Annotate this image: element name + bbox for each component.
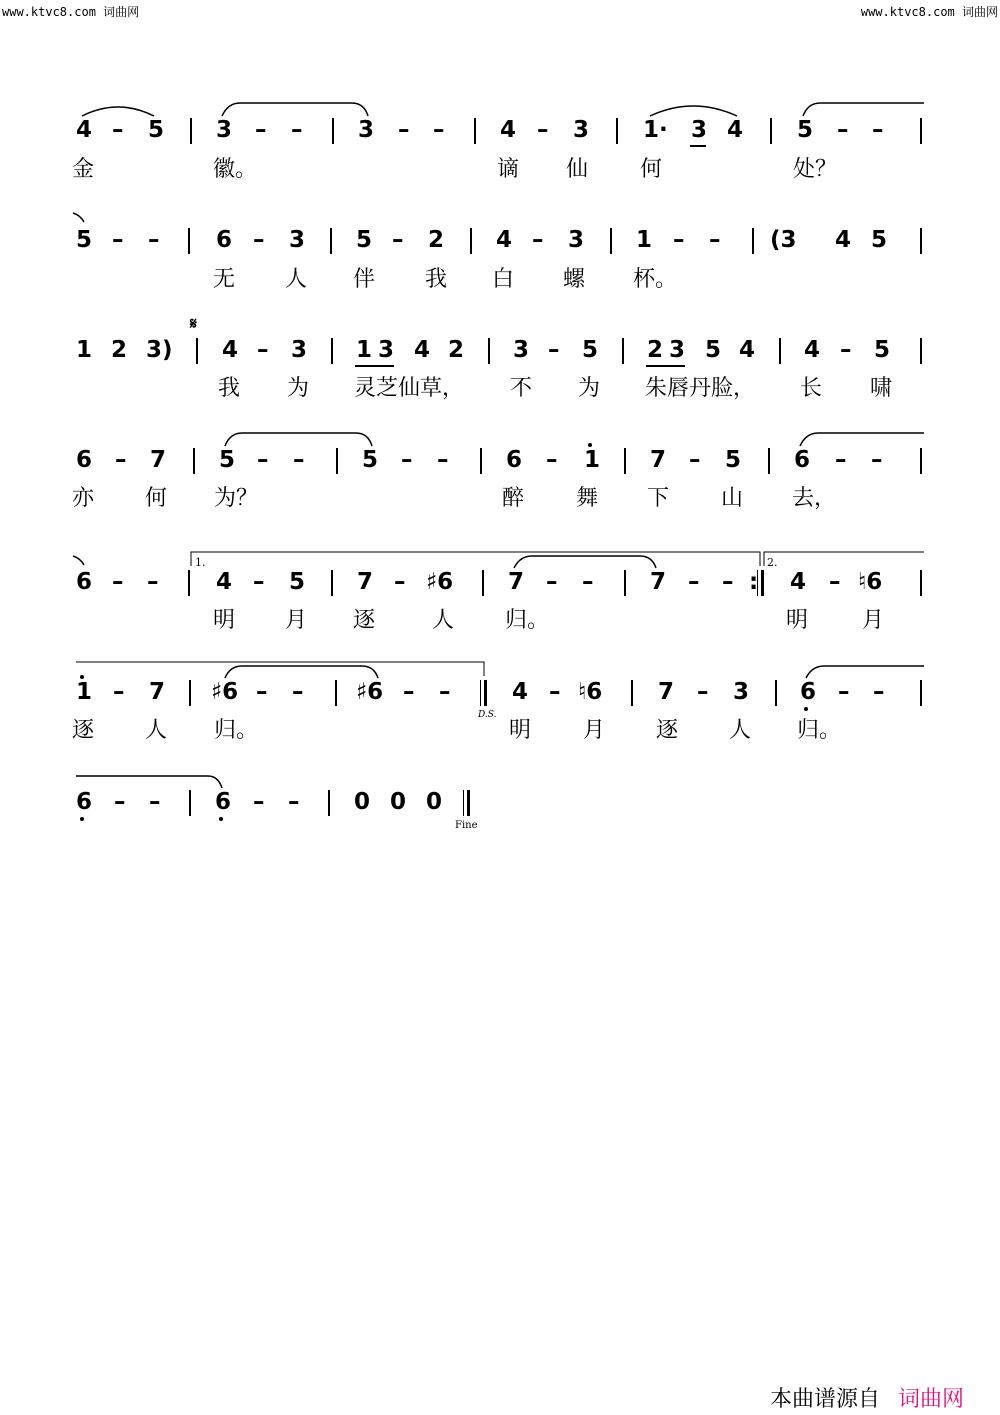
barline: [920, 118, 922, 144]
note: 7: [508, 569, 525, 595]
lyric: 月: [583, 718, 606, 743]
note: 6: [76, 569, 93, 595]
note: 7: [150, 447, 167, 473]
dal-segno-mark: D.S.: [478, 710, 497, 720]
barline: [920, 448, 922, 474]
lyric: 不: [510, 376, 533, 401]
note: 2: [448, 337, 465, 363]
dash: –: [829, 569, 841, 595]
barline: [622, 338, 624, 364]
dash: –: [433, 117, 445, 143]
barline: [330, 228, 332, 254]
note-low: 6: [215, 789, 232, 815]
dash: –: [688, 569, 700, 595]
note-high: 1: [584, 447, 601, 473]
lyric: 伴: [353, 267, 376, 292]
repeat-dots: :: [749, 569, 759, 595]
dash: –: [709, 227, 721, 253]
dash: –: [838, 679, 850, 705]
dash: –: [112, 227, 124, 253]
dash: –: [873, 679, 885, 705]
note: 6: [216, 227, 233, 253]
lyric: 螺: [563, 267, 586, 292]
lyric: 朱唇丹脸，: [645, 376, 756, 401]
dash: –: [722, 569, 734, 595]
barline: [474, 118, 476, 144]
dash: –: [871, 447, 883, 473]
note-sharp: ♯6: [356, 679, 384, 705]
note: 4: [76, 117, 93, 143]
barline: [775, 680, 777, 706]
dash: –: [532, 227, 544, 253]
barline: [624, 448, 626, 474]
note: 5: [289, 569, 306, 595]
note: 6: [794, 447, 811, 473]
dash: –: [872, 117, 884, 143]
lyric: 亦: [72, 486, 95, 511]
note: 3: [733, 679, 750, 705]
dash: –: [401, 447, 413, 473]
note: 4: [739, 337, 756, 363]
lyric: 下: [647, 486, 670, 511]
dash: –: [293, 447, 305, 473]
underline: [646, 365, 685, 367]
volta-2-label: 2.: [767, 556, 778, 569]
rest: 0: [354, 789, 371, 815]
note-dotted: 1·: [643, 117, 668, 143]
note: 4: [512, 679, 529, 705]
dash: –: [149, 789, 161, 815]
dash: –: [257, 447, 269, 473]
dash: –: [257, 337, 269, 363]
note: 1: [636, 227, 653, 253]
lyric: 人: [729, 718, 752, 743]
lyric: 灵芝仙草，: [354, 376, 465, 401]
note: 5: [705, 337, 722, 363]
lyric: 我: [425, 267, 448, 292]
note: 3: [573, 117, 590, 143]
barline: [779, 338, 781, 364]
barline: [190, 118, 192, 144]
lyric: 去，: [792, 486, 837, 511]
dash: –: [437, 447, 449, 473]
dash: –: [113, 679, 125, 705]
note: 3: [378, 337, 395, 363]
dash: –: [253, 227, 265, 253]
dash: –: [689, 447, 701, 473]
note: 5: [725, 447, 742, 473]
note: 4: [496, 227, 513, 253]
lyric: 杯。: [633, 267, 678, 292]
note: 2: [111, 337, 128, 363]
lyric: 为: [287, 376, 310, 401]
dash: –: [112, 569, 124, 595]
barline: [482, 570, 484, 596]
lyric: 为: [578, 376, 601, 401]
octave-dot-low: [219, 817, 223, 821]
dash: –: [549, 679, 561, 705]
note: 7: [357, 569, 374, 595]
note: 7: [650, 569, 667, 595]
note: 3: [291, 337, 308, 363]
barline: [189, 790, 191, 816]
dash: –: [147, 569, 159, 595]
note: 5: [219, 447, 236, 473]
lyric: 白: [492, 267, 515, 292]
dash: –: [439, 679, 451, 705]
note: 3: [289, 227, 306, 253]
dash: –: [403, 679, 415, 705]
lyric: 我: [218, 376, 241, 401]
barline: [188, 570, 190, 596]
barline: [610, 228, 612, 254]
header-left-watermark: www.ktvc8.com 词曲网: [2, 5, 140, 19]
dash: –: [112, 117, 124, 143]
octave-dot-low: [80, 817, 84, 821]
note-sharp: ♯6: [211, 679, 239, 705]
lyric: 归。: [214, 718, 259, 743]
barline: [920, 680, 922, 706]
dash: –: [546, 447, 558, 473]
note: 4: [804, 337, 821, 363]
note-low: 6: [76, 789, 93, 815]
final-barline: [463, 790, 470, 816]
lyric: 谪: [497, 157, 520, 182]
repeat-end-barline: [757, 570, 764, 596]
rest: 0: [426, 789, 443, 815]
lyric: 月: [285, 608, 308, 633]
dash: –: [255, 117, 267, 143]
barline: [332, 118, 334, 144]
note: 6: [506, 447, 523, 473]
dash: –: [673, 227, 685, 253]
barline: [470, 228, 472, 254]
octave-dot-low: [804, 707, 808, 711]
lyric: 长: [800, 376, 823, 401]
note: 4: [414, 337, 431, 363]
dash: –: [392, 227, 404, 253]
barline: [752, 228, 754, 254]
note: 4: [500, 117, 517, 143]
barline: [920, 338, 922, 364]
barline: [188, 228, 190, 254]
lyric: 舞: [576, 486, 599, 511]
lyric: 处？: [793, 157, 838, 182]
underline: [355, 365, 394, 367]
dash: –: [148, 227, 160, 253]
note: 4: [727, 117, 744, 143]
note-natural: ♮6: [578, 679, 603, 705]
lyric: 明: [786, 608, 809, 633]
barline: [770, 118, 772, 144]
note: 2: [428, 227, 445, 253]
note: 6: [76, 447, 93, 473]
note: 4: [835, 227, 852, 253]
note: 7: [149, 679, 166, 705]
dash: –: [114, 789, 126, 815]
note: 3: [669, 337, 686, 363]
barline: [331, 570, 333, 596]
lyric: 明: [213, 608, 236, 633]
lyric: 逐: [656, 718, 679, 743]
barline: [488, 338, 490, 364]
lyric: 无: [213, 267, 236, 292]
dash: –: [256, 679, 268, 705]
note: 5: [356, 227, 373, 253]
barline: [335, 680, 337, 706]
note: 7: [650, 447, 667, 473]
barline: [193, 448, 195, 474]
lyric: 啸: [870, 376, 893, 401]
dash: –: [835, 447, 847, 473]
lyric: 人: [432, 608, 455, 633]
lyric: 人: [145, 718, 168, 743]
note-sharp: ♯6: [426, 569, 454, 595]
lyric: 人: [285, 267, 308, 292]
footer-label: 本曲谱源自: [770, 1387, 881, 1412]
lyric: 明: [509, 718, 532, 743]
note: 3): [146, 337, 173, 363]
note: 3: [513, 337, 530, 363]
dash: –: [253, 569, 265, 595]
note-natural: ♮6: [858, 569, 883, 595]
lyric: 山: [721, 486, 744, 511]
dash: –: [697, 679, 709, 705]
barline: [196, 338, 198, 364]
barline: [920, 570, 922, 596]
lyric: 月: [862, 608, 885, 633]
header-right-watermark: www.ktvc8.com 词曲网: [860, 5, 998, 19]
note: (3: [770, 227, 797, 253]
barline: [631, 680, 633, 706]
note: 2: [647, 337, 664, 363]
barline: [920, 228, 922, 254]
note: 4: [222, 337, 239, 363]
barline: [331, 338, 333, 364]
note: 5: [797, 117, 814, 143]
underline: [690, 145, 706, 147]
lyric: 归。: [505, 608, 550, 633]
dash: –: [115, 447, 127, 473]
dash: –: [546, 569, 558, 595]
lyric: 仙: [566, 157, 589, 182]
note: 4: [790, 569, 807, 595]
dash: –: [582, 569, 594, 595]
note: 4: [216, 569, 233, 595]
note: 3: [568, 227, 585, 253]
note: 5: [76, 227, 93, 253]
lyric: 归。: [797, 718, 842, 743]
dash: –: [288, 789, 300, 815]
note: 3: [691, 117, 708, 143]
note: 5: [874, 337, 891, 363]
note-low: 6: [800, 679, 817, 705]
dash: –: [840, 337, 852, 363]
note: 5: [582, 337, 599, 363]
footer-brand-link[interactable]: 词曲网: [898, 1387, 965, 1412]
barline: [624, 570, 626, 596]
double-barline: [480, 680, 487, 706]
note: 5: [362, 447, 379, 473]
barline: [336, 448, 338, 474]
source-footer: [770, 1382, 964, 1413]
lyric: 逐: [353, 608, 376, 633]
dash: –: [837, 117, 849, 143]
note: 1: [76, 337, 93, 363]
octave-dot-high: [80, 675, 84, 679]
note-high: 1: [76, 679, 93, 705]
lyric: 逐: [72, 718, 95, 743]
note: 7: [658, 679, 675, 705]
dash: –: [253, 789, 265, 815]
note: 3: [216, 117, 233, 143]
barline: [480, 448, 482, 474]
barline: [768, 448, 770, 474]
dash: –: [291, 117, 303, 143]
note: 1: [356, 337, 373, 363]
dash: –: [394, 569, 406, 595]
lyric: 徽。: [213, 157, 258, 182]
dash: –: [537, 117, 549, 143]
lyric: 为？: [214, 486, 259, 511]
barline: [328, 790, 330, 816]
note: 3: [358, 117, 375, 143]
lyric: 金: [72, 157, 95, 182]
barline: [616, 118, 618, 144]
rest: 0: [390, 789, 407, 815]
dash: –: [292, 679, 304, 705]
lyric: 何: [640, 157, 663, 182]
segno-sign: 𝄋: [190, 314, 197, 333]
lyric: 醉: [502, 486, 525, 511]
dash: –: [398, 117, 410, 143]
volta-1-label: 1.: [195, 556, 206, 569]
barline: [189, 680, 191, 706]
fine-mark: Fine: [455, 820, 478, 831]
lyric: 何: [145, 486, 168, 511]
note: 5: [148, 117, 165, 143]
dash: –: [548, 337, 560, 363]
octave-dot-high: [588, 443, 592, 447]
note: 5: [871, 227, 888, 253]
